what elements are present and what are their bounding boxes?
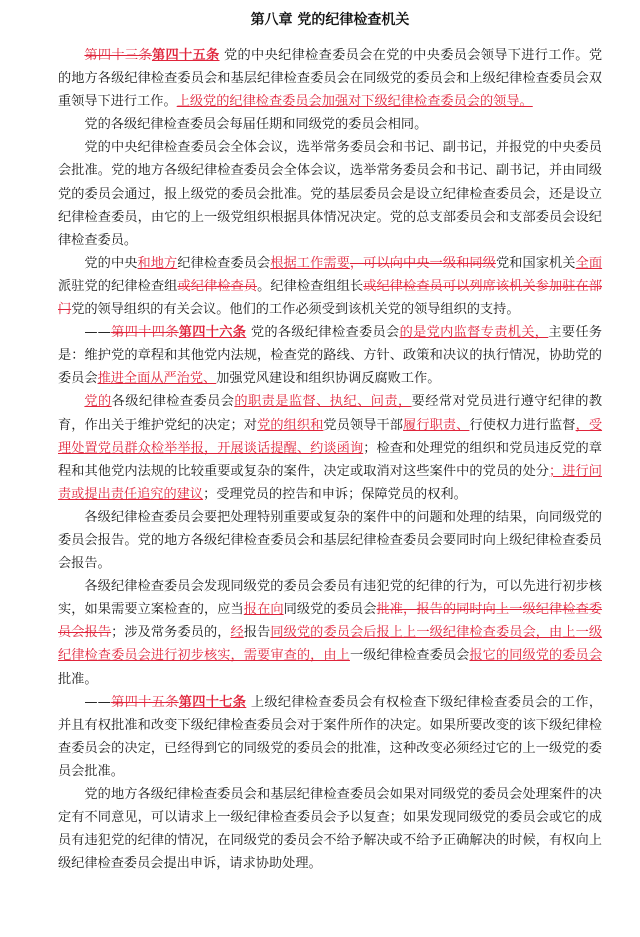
paragraph-text: 党的中央纪律检查委员会全体会议，选举常务委员会和书记、副书记，并报党的中央委员会批准。党的地方各级纪律检查委员会全体会议，选举常务委员会和书记、副书记，并由同级党的委员会通过，报上级党的委员会批准。党的基层委员会是设立纪律检查委员会，还是设立纪律检查委员，由它的上一级党组织根据具体情况决定。党的总支部委员会和支部委员会设纪律检查委员。 [58,140,602,248]
paragraph-text: 党的领导组织的有关会议。他们的工作必须受到该机关党的领导组织的支持。 [71,302,520,318]
paragraph [58,113,602,136]
chapter-title: 第八章 党的纪律检查机关 [250,12,410,28]
deleted-text: 或纪律检查员可以列席该机关参加驻在部门 [58,278,603,318]
deleted-text: 批准，报告的同时向上一级纪律检查委员会报告 [58,602,603,641]
paragraph [58,575,602,690]
inserted-text: 上级党的纪律检查委员会加强对下级纪律检查委员会的领导。 [176,94,533,110]
inserted-text: 根据工作需要 [270,255,350,271]
inserted-text: 的职责是监督、执纪、问责， [234,394,412,410]
paragraph-text: —— [84,325,111,341]
paragraph-text: ；受理党员的控告和申诉；保障党员的权利。 [203,486,467,502]
deleted-text: 第四十三条 [84,48,152,63]
paragraph-text: 行使权力进行监督 [469,417,576,433]
paragraph-text: 上级纪律检查委员会有权检查下级纪律检查委员会的工作，并且有权批准和改变下级纪律检查委员会对于案件所作的决定。如果所要改变的该下级纪律检查委员会的决定，已经得到它的同级党的委员会的批准，这种改变必须经过它的上一级党的委员会批准。 [58,694,603,779]
paragraph-text: 党的各级纪律检查委员会 [246,325,400,341]
paragraph-text: 纪律检查委员会 [177,255,271,271]
inserted-text: 和地方 [137,255,178,271]
inserted-text: 全面 [575,255,603,271]
paragraph-text: ；检查和处理党的组织和党员违反党的章程和其他党内法规的比较重要或复杂的案件，决定或取消对这些案件中的党员的处分 [58,440,602,479]
paragraph-text: 党的各级纪律检查委员会每届任期和同级党的委员会相同。 [84,117,428,133]
inserted-text: 同级党的委员会后报上上一级纪律检查委员会，由上一级纪律检查委员会进行初步核实，需要审查的，由上 [58,625,603,664]
paragraph-text: 报告 [243,625,271,641]
paragraph-text: 要经常对党员进行遵守纪律的教育，作出关于维护党纪的决定；对 [58,394,603,433]
paragraph [58,691,602,783]
inserted-text: 报它的同级党的委员会 [469,648,603,664]
inserted-article-number: 第四十六条 [178,325,247,341]
deleted-text: 第四十四条 [110,325,179,341]
paragraph-text: 党的中央纪律检查委员会在党的中央委员会领导下进行工作。党的地方各级纪律检查委员会和基层纪律检查委员会在同级党的委员会和上级纪律检查委员会双重领导下进行工作。 [58,48,603,110]
paragraph-text: 党员领导干部 [323,417,404,433]
paragraph [58,136,602,251]
paragraph-text: 党的地方各级纪律检查委员会和基层纪律检查委员会如果对同级党的委员会处理案件的决定有不同意见，可以请求上一级纪律检查委员会予以复查；如果发现同级党的委员会或它的成员有违犯党的纪律的情况，在同级党的委员会不给予解决或不给予正确解决的时候，有权向上级纪律检查委员会提出申诉，请求协助处理。 [58,787,602,872]
paragraph [58,321,602,390]
paragraph-text: 各级纪律检查委员会要把处理特别重要或复杂的案件中的问题和处理的结果，向同级党的委员会报告。党的地方各级纪律检查委员会和基层纪律检查委员会要同时向上级纪律检查委员会报告。 [58,509,602,572]
document-body [58,44,602,875]
paragraph [58,44,602,113]
paragraph-text: ；涉及常务委员的， [111,625,231,641]
paragraph-text: 派驻党的纪律检查组 [58,278,178,294]
paragraph-text: 主要任务是：维护党的章程和其他党内法规，检查党的路线、方针、政策和决议的执行情况，协助党的委员会 [58,325,603,387]
paragraph [58,252,602,321]
deleted-text: 或纪律检查员 [177,278,258,294]
inserted-text: 党的 [84,394,112,410]
paragraph-text: 党的中央 [84,255,138,271]
paragraph-text: 各级纪律检查委员会 [111,394,235,410]
inserted-article-number: 第四十七条 [178,694,247,710]
inserted-text: 报在向 [243,602,284,618]
deleted-text: 第四十五条 [110,694,179,710]
inserted-text: ，受理处置党员群众检举举报，开展谈话提醒、约谈函询 [58,417,603,456]
deleted-text: ，可以向中央一级和同级 [349,255,496,271]
paragraph-text: 党和国家机关 [495,255,576,271]
inserted-text: 党的组织和 [257,417,324,433]
paragraph-text: 各级纪律检查委员会发现同级党的委员会委员有违犯党的纪律的行为，可以先进行初步核实，如果需要立案检查的，应当 [58,579,602,618]
inserted-text: 经 [230,625,244,641]
inserted-text: 的是党内监督专责机关， [399,325,549,341]
paragraph-text: —— [84,694,111,710]
paragraph-text: 。纪律检查组组长 [257,278,364,294]
paragraph [58,783,602,875]
inserted-text: 履行职责、 [403,417,470,433]
paragraph-text: 批准。 [58,671,98,687]
paragraph [58,390,602,505]
paragraph [58,506,602,575]
paragraph-text: 同级党的委员会 [283,602,377,618]
paragraph-text: 一级纪律检查委员会 [349,648,470,664]
inserted-text: ；进行问责或提出责任追究的建议 [58,463,602,502]
inserted-article-number: 第四十五条 [151,48,220,63]
inserted-text: 推进全面从严治党、 [97,371,217,387]
paragraph-text: 加强党风建设和组织协调反腐败工作。 [216,371,441,387]
